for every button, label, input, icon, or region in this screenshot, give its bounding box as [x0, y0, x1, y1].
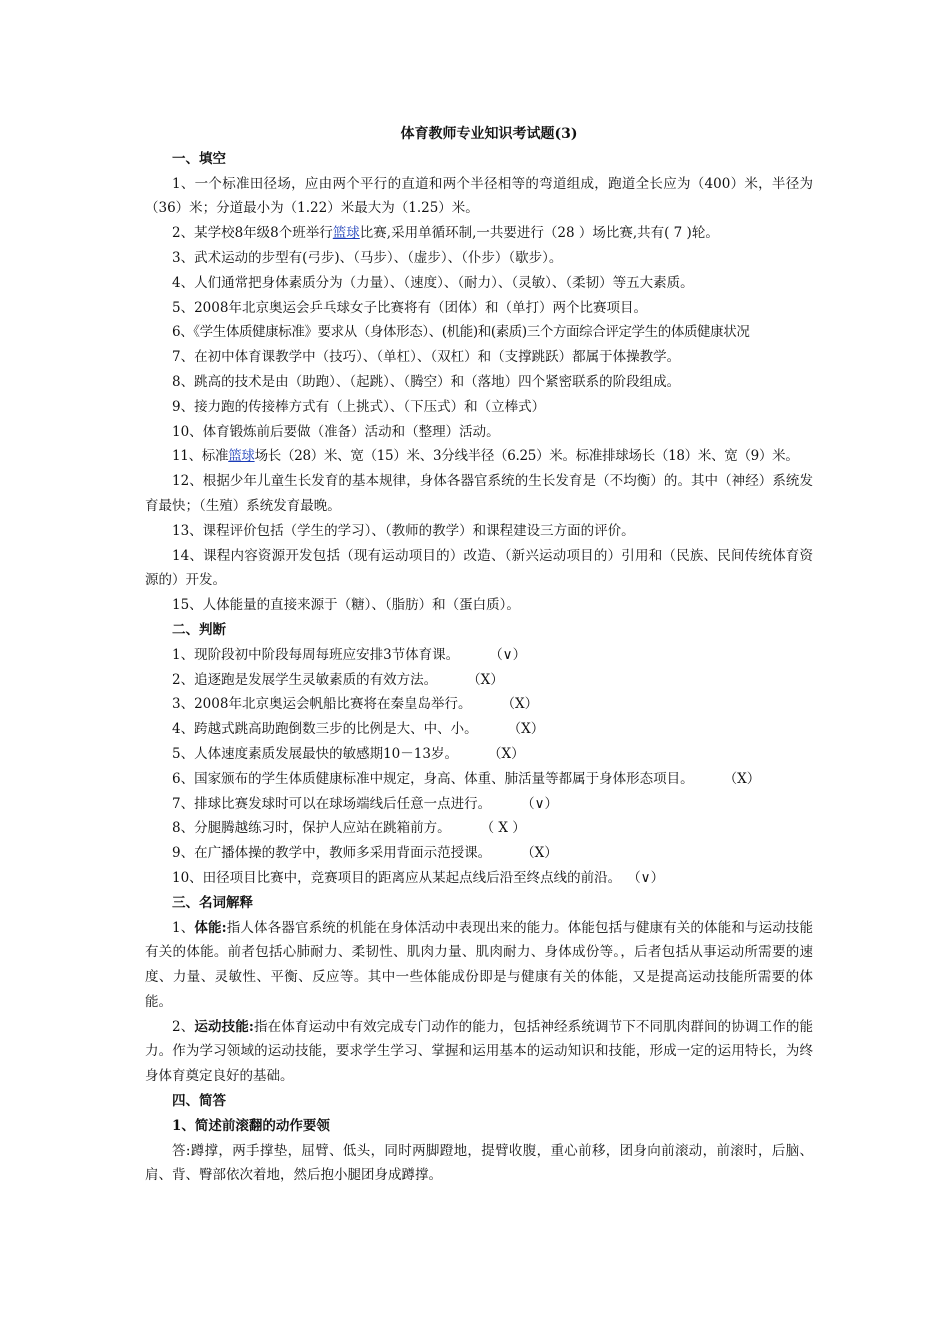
- judgment-question: 3、2008年北京奥运会帆船比赛将在秦皇岛举行。: [172, 696, 472, 713]
- judgment-question: 5、人体速度素质发展最快的敏感期10－13岁。: [172, 745, 458, 762]
- section-heading-judgment: 二、判断: [172, 621, 226, 638]
- fill-question-4: 4、人们通常把身体素质分为（力量）、（速度）、（耐力）、（灵敏）、（柔韧）等五大素质。: [172, 274, 694, 291]
- judgment-item: [145, 717, 813, 742]
- fill-question-9: 9、接力跑的传接棒方式有（上挑式）、（下压式）和（立棒式）: [172, 398, 546, 415]
- fill-question-7: 7、在初中体育课教学中（技巧）、（单杠）、（双杠）和（支撑跳跃）都属于体操教学。: [172, 349, 681, 366]
- fill-question-11-text-a: 11、标准: [172, 448, 229, 465]
- definition-physical-fitness: [145, 916, 813, 1015]
- definition-number: 2、: [172, 1018, 195, 1035]
- definition-body: 指人体各器官系统的机能在身体活动中表现出来的能力。体能包括与健康有关的体能和与运动技能有关的体能。前者包括心肺耐力、柔韧性、肌肉力量、肌肉耐力、身体成份等。，后者包括从事运动所需要的速度、力量、灵敏性、平衡、反应等。其中一些体能成份即是与健康有关的体能，又是提高运动技能所需要的体能。: [145, 919, 814, 1010]
- fill-question-12: 12、根据少年儿童生长发育的基本规律，身体各器官系统的生长发育是（不均衡）的。其中（神经）系统发育最快；（生殖）系统发育最晚。: [145, 473, 813, 514]
- judgment-item: [145, 816, 813, 841]
- judgment-question: 8、分腿腾越练习时，保护人应站在跳箱前方。: [172, 820, 451, 837]
- document-body: [145, 122, 813, 1188]
- fill-question-6: 6、《学生体质健康标准》要求从（身体形态）、(机能)和(素质)三个方面综合评定学生的体质健康状况: [172, 324, 750, 341]
- fill-question-10: 10、体育锻炼前后要做（准备）活动和（整理）活动。: [172, 423, 500, 440]
- judgment-answer: （∨）: [627, 869, 665, 886]
- fill-question-15: 15、人体能量的直接来源于（糖）、（脂肪）和（蛋白质）。: [172, 597, 520, 614]
- judgment-answer: （X）: [487, 745, 525, 762]
- judgment-question: 6、国家颁布的学生体质健康标准中规定，身高、体重、肺活量等都属于身体形态项目。: [172, 770, 694, 787]
- section-heading-fill-blank: 一、填空: [172, 150, 226, 167]
- fill-question-2-text-a: 2、某学校8年级8个班举行: [172, 225, 333, 242]
- fill-question-2-text-b: 比赛,采用单循环制,一共要进行（28 ）场比赛,共有( 7 )轮。: [359, 225, 719, 242]
- definition-number: 1、: [172, 919, 195, 936]
- fill-question-3: 3、武术运动的步型有(弓步)、（马步）、（虚步）、（仆步）（歇步）。: [172, 249, 563, 266]
- basketball-link[interactable]: 篮球: [332, 225, 360, 242]
- fill-question-5: 5、2008年北京奥运会乒乓球女子比赛将有（团体）和（单打）两个比赛项目。: [172, 299, 647, 316]
- judgment-item: [145, 668, 813, 693]
- definition-motor-skill: [145, 1015, 813, 1089]
- definition-term: 运动技能:: [194, 1018, 254, 1035]
- judgment-question: 4、跨越式跳高助跑倒数三步的比例是大、中、小。: [172, 721, 478, 738]
- definition-term: 体能:: [194, 919, 227, 936]
- fill-question-13: 13、课程评价包括（学生的学习）、（教师的教学）和课程建设三方面的评价。: [172, 522, 635, 539]
- judgment-answer: （X）: [501, 696, 539, 713]
- judgment-item: [145, 792, 813, 817]
- fill-question-8: 8、跳高的技术是由（助跑）、（起跳）、（腾空）和（落地）四个紧密联系的阶段组成。: [172, 373, 681, 390]
- judgment-question: 2、追逐跑是发展学生灵敏素质的有效方法。: [172, 671, 438, 688]
- fill-question-14: 14、课程内容资源开发包括（现有运动项目的）改造、（新兴运动项目的）引用和（民族、民间传统体育资源的）开发。: [145, 547, 813, 589]
- judgment-question: 9、在广播体操的教学中，教师多采用背面示范授课。: [172, 845, 492, 862]
- judgment-item: [145, 767, 813, 792]
- short-answer-question-1: 1、简述前滚翻的动作要领: [172, 1117, 330, 1134]
- judgment-answer: （X）: [467, 671, 504, 688]
- judgment-answer: （X）: [723, 770, 761, 787]
- judgment-item: [145, 841, 813, 866]
- basketball-link-2[interactable]: 篮球: [228, 448, 255, 465]
- judgment-item: [145, 866, 813, 891]
- judgment-answer: （X）: [521, 845, 558, 862]
- judgment-question: 7、排球比赛发球时可以在球场端线后任意一点进行。: [172, 795, 492, 812]
- document-title: 体育教师专业知识考试题(3): [400, 126, 578, 142]
- section-heading-short-answer: 四、简答: [172, 1093, 226, 1110]
- judgment-item: [145, 643, 813, 668]
- judgment-question: 10、田径项目比赛中，竞赛项目的距离应从某起点线后沿至终点线的前沿。: [172, 869, 622, 886]
- definition-body: 指在体育运动中有效完成专门动作的能力，包括神经系统调节下不同肌肉群间的协调工作的能力。作为学习领域的运动技能，要求学生学习、掌握和运用基本的运动知识和技能，形成一定的运用特长，为终身体育奠定良好的基础。: [145, 1018, 814, 1085]
- judgment-answer: （X）: [507, 721, 545, 738]
- judgment-item: [145, 692, 813, 717]
- judgment-question: 1、现阶段初中阶段每周每班应安排3节体育课。: [172, 646, 460, 663]
- judgment-item: [145, 742, 813, 767]
- fill-question-11: [145, 444, 813, 469]
- fill-question-2: [145, 221, 813, 246]
- fill-question-1: 1、一个标准田径场，应由两个平行的直道和两个半径相等的弯道组成，跑道全长应为（400）米，半径为（36）米；分道最小为（1.22）米最大为（1.25）米。: [145, 175, 813, 217]
- judgment-answer: （∨）: [489, 646, 527, 663]
- judgment-list: [145, 643, 813, 891]
- short-answer-answer-1: 答:蹲撑，两手撑垫，屈臂、低头，同时两脚蹬地，提臂收腹，重心前移，团身向前滚动，前滚时，后脑、肩、背、臀部依次着地，然后抱小腿团身成蹲撑。: [145, 1142, 813, 1184]
- fill-question-11-text-b: 场长（28）米、宽（15）米、3分线半径（6.25）米。标准排球场长（18）米、宽（9）米。: [254, 448, 799, 465]
- judgment-answer: （ X ）: [480, 820, 526, 837]
- judgment-answer: （∨）: [521, 795, 558, 812]
- section-heading-definitions: 三、名词解释: [172, 894, 253, 911]
